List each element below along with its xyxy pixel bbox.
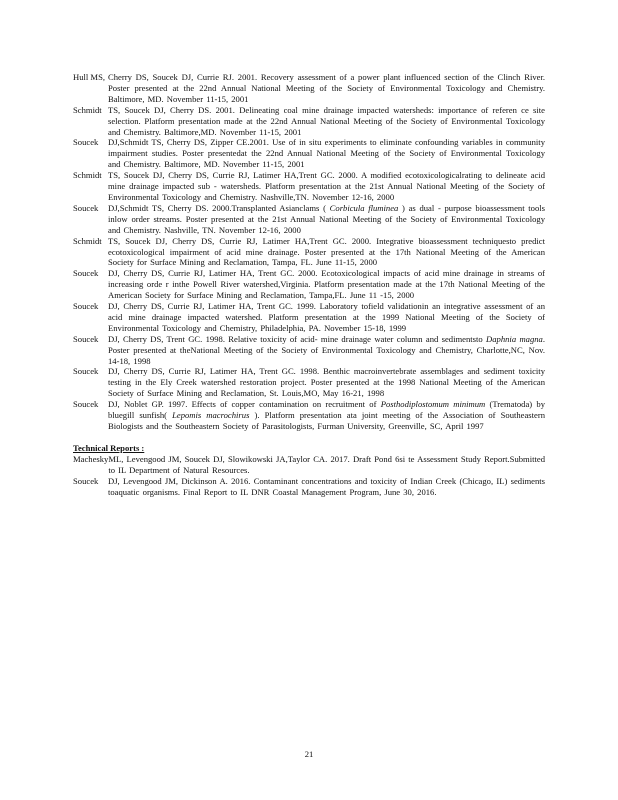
page-number: 21 [304,749,314,759]
entry-author: Schmidt [73,104,102,115]
entry-text: TS, Soucek DJ, Cherry DS, Currie RJ, Latimer HA,Trent GC. 2000. Integrative bioassessment techniquesto predict ecotoxicological impairment of acid mine drainage. Poster presented at the 17th National Meeting of the American Society for Surface Mining and Reclamation, Tampa, FL. June 11-15, 2000 [108,235,545,268]
entry-text-part: (Trematoda) by bluegill sunfish( [108,399,545,421]
presentation-entry [73,301,545,334]
entry-author: Soucek [73,399,99,410]
entry-text: DJ, Cherry DS, Currie RJ, Latimer HA, Trent GC. 2000. Ecotoxicological impacts of acid mine drainage in streams of increasing orde r inthe Powell River watershed,Virginia. Platform presentation made at the 17th National Meeting of the American Society for Surface Mining and Reclamation, Tampa,FL. June 11 -15, 2000 [108,268,545,301]
report-entry [73,476,545,498]
entry-author: Hull MS, [73,72,105,82]
species-name: Corbicula fluminea [329,202,399,213]
section-heading: Technical Reports : [73,442,145,453]
species-name: Posthodiplostomum minimum [380,399,486,410]
presentation-entry [73,105,545,138]
entry-text [108,399,545,432]
entry-text: DJ, Levengood JM, Dickinson A. 2016. Contaminant concentrations and toxicity of Indian Creek (Chicago, IL) sediments toaquatic organisms. Final Report to IL DNR Coastal Management Program, June 30, 2016. [108,475,545,497]
presentation-entry [73,170,545,203]
document-page [73,72,545,497]
presentation-entry [73,203,545,236]
entry-text-part: DJ, Cherry DS, Trent GC. 1998. Relative toxicity of acid- mine drainage water column and sedimentsto [108,333,487,344]
presentation-entry [73,236,545,269]
entry-text-part: . Poster presented at theNational Meeting of the Society of Environmental Toxicology and Chemistry, Charlotte,NC, Nov. 14-18, 1998 [108,333,545,366]
presentation-entry [73,399,545,432]
species-name: Lepomis macrochirus [172,410,250,421]
entry-text: Cherry DS, Soucek DJ, Currie RJ. 2001. Recovery assessment of a power plant influenced section of the Clinch River. Poster presented at the 22nd Annual National Meeting of the Society of Environmental Toxicology and Chemistry. Baltimore, MD. November 11-15, 2001 [108,72,545,104]
species-name: Daphnia magna [486,333,543,344]
entry-text: TS, Soucek DJ, Cherry DS, Currie RJ, Latimer HA,Trent GC. 2000. A modified ecotoxicologicalrating to delineate acid mine drainage impacted sub - watersheds. Platform presentation at the 21st Annual National Meeting of the Society of Environmental Toxicology and Chemistry. Nashville,TN. November 12-16, 2000 [108,170,545,202]
entry-author: Soucek [73,137,99,148]
entry-text [108,203,545,236]
entry-text-part: DJ, Noblet GP. 1997. Effects of copper contamination on recruitment of [108,399,381,410]
presentation-entry [73,334,545,367]
entry-text: DJ, Cherry DS, Currie RJ, Latimer HA, Trent GC. 1999. Laboratory tofield validationin an integrative assessment of an acid mine drainage impacted watershed. Platform presentation at the 1999 National Meeting of the Society of Environmental Toxicology and Chemistry, Philadelphia, PA. November 15-18, 1999 [108,301,545,333]
entry-author: Schmidt [73,170,102,181]
entry-author: Soucek [73,301,99,312]
entry-text [108,334,545,367]
presentation-entry [73,366,545,399]
entry-text-part: DJ,Schmidt TS, Cherry DS. 2000.Transplanted Asianclams ( [108,202,330,213]
entry-text: DJ,Schmidt TS, Cherry DS, Zipper CE.2001. Use of in situ experiments to eliminate confounding variables in community impairment studies. Poster presentedat the 22nd Annual National Meeting of the Society of Environmental Toxicology and Chemistry. Baltimore, MD. November 11-15, 2001 [108,137,545,170]
presentation-entry [73,137,545,170]
entry-author: Soucek [73,333,99,344]
entry-text-part: ). Platform presentation ata joint meeting of the Association of Southeastern Biologists and the Southeastern Society of Parasitologists, Furman University, Greenville, SC, April 1997 [108,410,546,431]
entry-text: TS, Soucek DJ, Cherry DS. 2001. Delineating coal mine drainage impacted watersheds: importance of referen ce site selection. Platform presentation made at the 22nd Annual National Meeting of the Society of Environmental Toxicology and Chemistry. Baltimore,MD. November 11-15, 2001 [108,104,545,137]
entry-text: DJ, Cherry DS, Currie RJ, Latimer HA, Trent GC. 1998. Benthic macroinvertebrate assemblages and sediment toxicity testing in the Ely Creek watershed restoration project. Poster presented at the 1998 National Meeting of the American Society of Surface Mining and Reclamation, St. Louis,MO, May 16-21, 1998 [108,366,545,399]
entry-author: Soucek [73,475,99,486]
entry-author: Soucek [73,366,99,377]
entry-author: Schmidt [73,235,102,246]
entry-author: Machesky [73,453,109,464]
report-entry [73,454,545,476]
entry-author: Soucek [73,268,99,279]
entry-author: Soucek [73,202,99,213]
presentation-entry [73,72,545,105]
presentation-entry [73,268,545,301]
entry-text: ML, Levengood JM, Soucek DJ, Slowikowski JA,Taylor CA. 2017. Draft Pond 6si te Assessment Study Report.Submitted to IL Department of Natural Resources. [108,453,545,475]
entry-text-part: ) as dual - purpose bioassessment tools inlow order streams. Poster presented at the 21st Annual National Meeting of the Society of Environmental Toxicology and Chemistry. Nashville, TN. November 12-16, 2000 [108,202,546,235]
